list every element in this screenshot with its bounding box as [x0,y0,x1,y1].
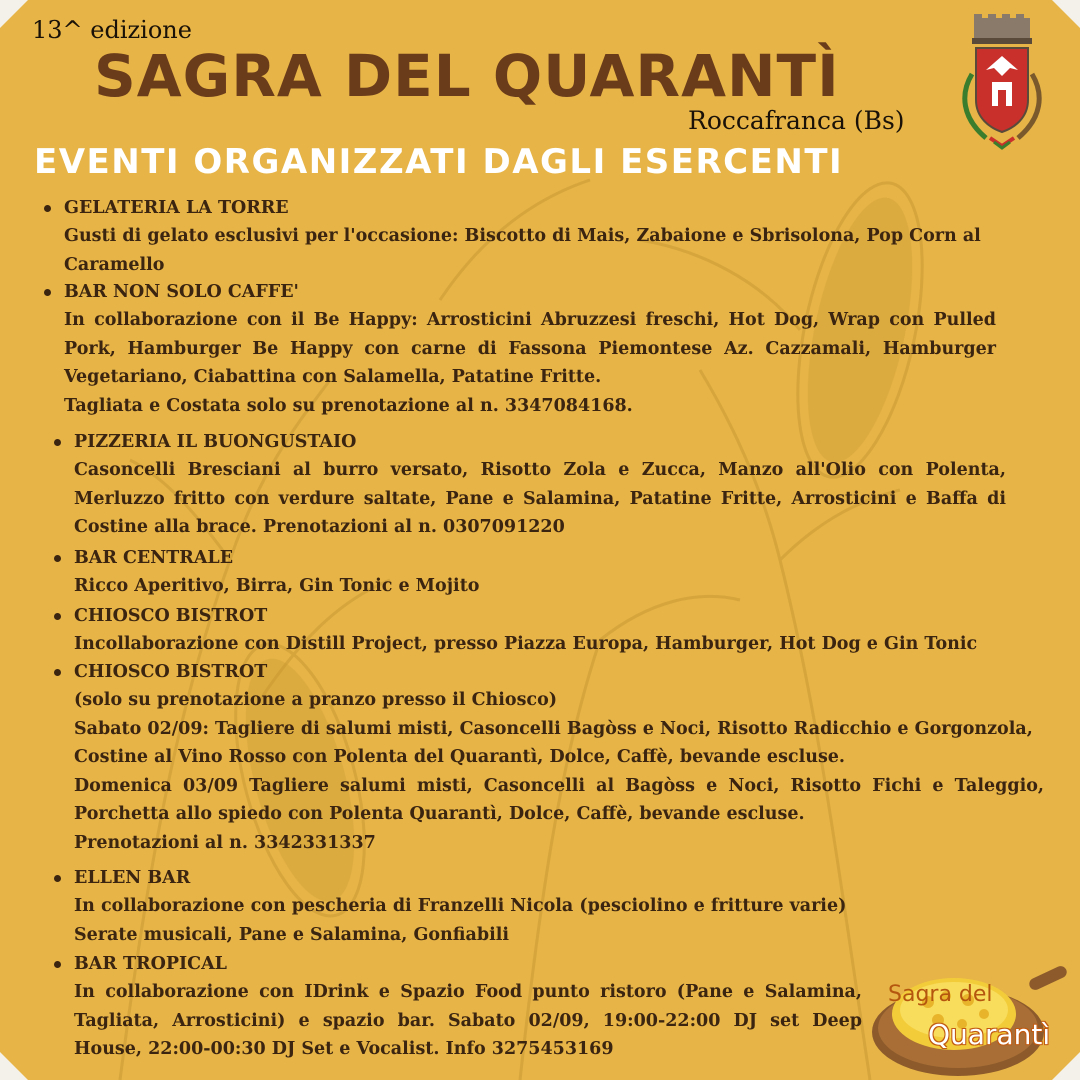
event-detail-line: (solo su prenotazione a pranzo presso il Chiosco) [74,690,558,710]
event-detail-line: Domenica 03/09 Tagliere salumi misti, Casoncelli al Bagòss e Noci, Risotto Fichi e Taleggio, [74,775,1044,796]
list-item [74,428,1006,542]
event-detail-line: In collaborazione con il Be Happy: Arrosticini Abruzzesi freschi, Hot Dog, Wrap con Pulled [64,310,996,330]
event-detail-line: Tagliata e Costata solo su prenotazione al n. 3347084168. [64,395,633,416]
event-detail-line: Merluzzo fritto con verdure saltate, Pane e Salamina, Patatine Fritte, Arrosticini e Baffa di [74,488,1006,509]
section-heading: EVENTI ORGANIZZATI DAGLI ESERCENTI [34,142,844,182]
list-item [74,864,1006,949]
list-item [74,950,862,1064]
logo-text-top: Sagra del [888,982,993,1007]
event-detail-line: Serate musicali, Pane e Salamina, Gonfiabili [74,924,510,945]
event-detail-line: Porchetta allo spiedo con Polenta Quarantì, Dolce, Caffè, bevande escluse. [74,804,805,825]
location-label: Roccafranca (Bs) [688,106,905,135]
event-detail-line: Caramello [64,254,165,275]
page-title: SAGRA DEL QUARANTÌ [94,42,840,110]
event-name: BAR CENTRALE [74,544,1006,572]
event-detail-line: Ricco Aperitivo, Birra, Gin Tonic e Mojito [74,576,480,596]
event-name: CHIOSCO BISTROT [74,658,1044,686]
event-detail-line: In collaborazione con IDrink e Spazio Food punto ristoro (Pane e Salamina, [74,982,862,1002]
event-detail-line: Gusti di gelato esclusivi per l'occasione: Biscotto di Mais, Zabaione e Sbrisolona, Pop Corn al [64,226,981,246]
logo-text-bottom: Quarantì [928,1018,1051,1051]
list-item [74,658,1044,858]
event-name: BAR NON SOLO CAFFE' [64,278,996,306]
event-detail-line: Casoncelli Bresciani al burro versato, Risotto Zola e Zucca, Manzo all'Olio con Polenta, [74,460,1006,480]
event-detail-line: In collaborazione con pescheria di Franzelli Nicola (pesciolino e fritture varie) [74,896,847,916]
event-detail-line: Prenotazioni al n. 3342331337 [74,832,376,853]
event-detail-line: Vegetariano, Ciabattina con Salamella, Patatine Fritte. [64,367,602,388]
event-name: CHIOSCO BISTROT [74,602,1006,630]
list-item [74,544,1006,601]
festival-logo [868,958,1080,1080]
event-detail-line: Sabato 02/09: Tagliere di salumi misti, Casoncelli Bagòss e Noci, Risotto Radicchio e Gorgonzola, [74,718,1033,739]
event-detail-line: Pork, Hamburger Be Happy con carne di Fassona Piemontese Az. Cazzamali, Hamburger [64,338,996,359]
list-item [64,194,996,279]
event-detail-line: Costine alla brace. Prenotazioni al n. 0307091220 [74,517,565,538]
list-item [74,602,1006,659]
event-detail-line: Costine al Vino Rosso con Polenta del Quarantì, Dolce, Caffè, bevande escluse. [74,747,846,768]
event-name: PIZZERIA IL BUONGUSTAIO [74,428,1006,456]
event-name: ELLEN BAR [74,864,1006,892]
event-detail-line: House, 22:00-00:30 DJ Set e Vocalist. Info 3275453169 [74,1039,614,1060]
event-detail-line: Tagliata, Arrosticini) e spazio bar. Sabato 02/09, 19:00-22:00 DJ set Deep [74,1010,862,1031]
edition-label: 13^ edizione [32,16,192,44]
event-name: BAR TROPICAL [74,950,862,978]
event-name: GELATERIA LA TORRE [64,194,996,222]
event-detail-line: Incollaborazione con Distill Project, presso Piazza Europa, Hamburger, Hot Dog e Gin Tonic [74,634,978,654]
list-item [64,278,996,420]
